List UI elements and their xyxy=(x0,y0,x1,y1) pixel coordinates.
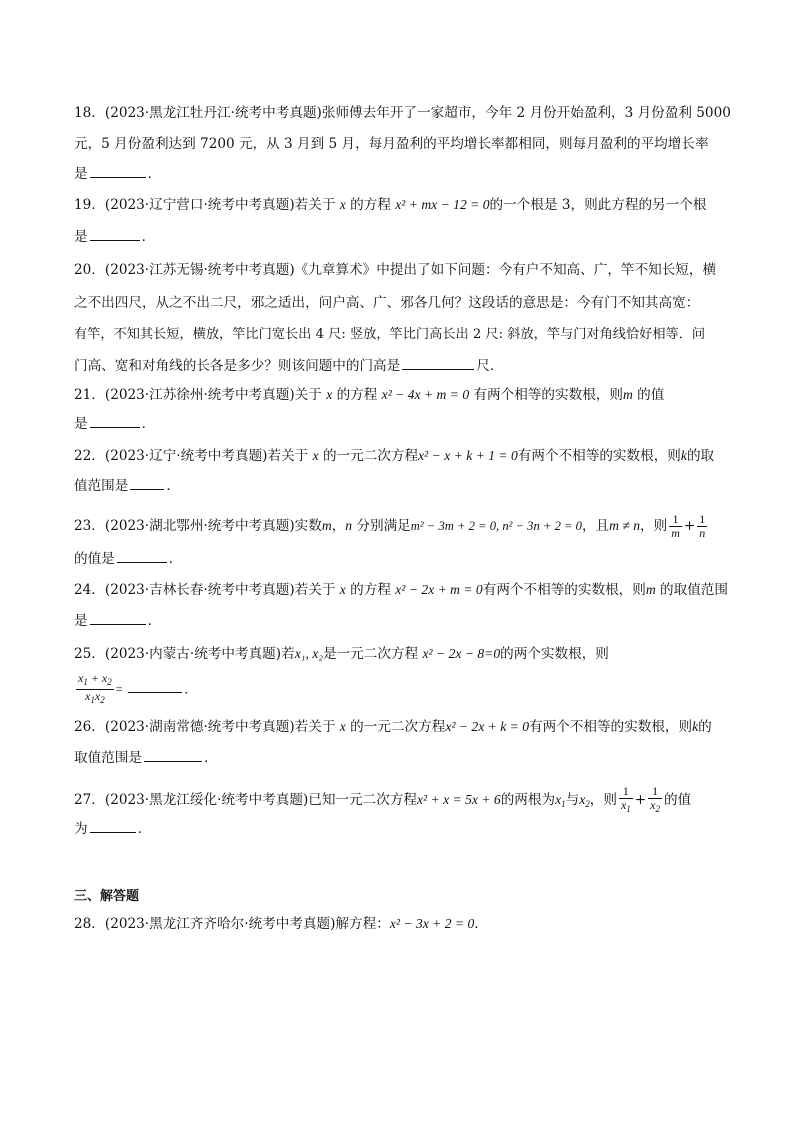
q20-text-4: 门高、宽和对角线的长各是多少？则该问题中的门高是 xyxy=(74,358,401,374)
var-m: m xyxy=(623,387,633,402)
frac-num: 1 xyxy=(619,785,633,799)
q26-equation: x² − 2x + k = 0 xyxy=(445,719,529,734)
q23-condition: m ≠ n xyxy=(609,518,641,533)
q22-prefix: 22．(2023·辽宁·统考中考真题)若关于 xyxy=(74,448,309,464)
fraction-sum-over-product xyxy=(76,672,114,707)
var-x: x xyxy=(339,582,346,597)
var-x1: $x_1$ xyxy=(555,792,566,809)
q25-prefix: 25．(2023·内蒙古·统考中考真题)若 xyxy=(74,646,295,662)
q25-suffix: 的两个实数根，则 xyxy=(500,646,609,662)
period: ． xyxy=(147,613,162,629)
q20-text-1: 20．(2023·江苏无锡·统考中考真题)《九章算术》中提出了如下问题：今有户不知高、广，竿不知长短，横 xyxy=(74,262,717,278)
answer-blank[interactable] xyxy=(90,415,140,428)
q23-mid: 分别满足 xyxy=(356,518,411,534)
q19-prefix: 19．(2023·辽宁营口·统考中考真题)若关于 xyxy=(74,197,336,213)
var-m: m xyxy=(321,518,332,533)
q22-equation: x² − x + k + 1 = 0 xyxy=(418,448,518,463)
answer-blank[interactable] xyxy=(90,165,146,178)
q22-tail: 的取 xyxy=(686,448,715,464)
q27-line1: 27．(2023·黑龙江绥化·统考中考真题)已知一元二次方程x² + x = 5x + 6的两根为$x_1$与$x_2$，则 $\frac{1}{x_1}$ + $\frac{1}{x_2}$ 的值 xyxy=(74,784,692,814)
q26-line2 xyxy=(74,749,218,767)
q21-text-2: 是 xyxy=(74,416,88,432)
frac-den: n xyxy=(699,526,706,540)
q25-mid: 是一元二次方程 xyxy=(323,646,419,662)
var-x: x xyxy=(339,197,346,212)
answer-blank[interactable] xyxy=(90,820,136,833)
q27-prefix: 27．(2023·黑龙江绥化·统考中考真题)已知一元二次方程 xyxy=(74,792,418,808)
period: ． xyxy=(168,551,183,567)
period: ． xyxy=(184,682,197,696)
q18-line1 xyxy=(74,104,731,122)
q20-line4 xyxy=(74,357,503,375)
q26-prefix: 26．(2023·湖南常德·统考中考真题)若关于 xyxy=(74,719,336,735)
frac-num: 1 xyxy=(669,513,682,527)
q27-mid: 的两根为 xyxy=(500,792,556,808)
q25-equation: x² − 2x − 8=0 xyxy=(422,646,501,661)
q24-text-2: 是 xyxy=(74,613,88,629)
fraction-1-over-m xyxy=(669,513,682,540)
answer-blank[interactable] xyxy=(90,228,140,241)
q26-mid: 的一元二次方程 xyxy=(350,719,446,735)
q28-prefix: 28．(2023·黑龙江齐齐哈尔·统考中考真题)解方程： xyxy=(74,916,390,932)
q26-suffix: 有两个不相等的实数根，则 xyxy=(529,719,693,735)
q19-equation: x² + mx − 12 = 0 xyxy=(395,197,490,212)
comma: ， xyxy=(331,518,346,534)
answer-blank[interactable] xyxy=(144,749,202,762)
var-x: x xyxy=(339,719,346,734)
q19-mid: 的方程 xyxy=(350,197,391,213)
frac-den: m xyxy=(671,526,680,540)
frac-num: 1 xyxy=(699,512,706,526)
q27-line2 xyxy=(74,820,151,838)
answer-blank[interactable] xyxy=(130,477,164,490)
q22-line1 xyxy=(74,447,714,465)
q24-mid: 的方程 xyxy=(350,582,391,598)
q19-line2 xyxy=(74,228,155,246)
q21-equation: x² − 4x + m = 0 xyxy=(381,387,470,402)
q23-prefix: 23．(2023·湖北鄂州·统考中考真题)实数 xyxy=(74,518,322,534)
q26-text-2: 取值范围是 xyxy=(74,750,142,766)
q23-line1: 23．(2023·湖北鄂州·统考中考真题)实数m，n 分别满足m² − 3m + 2 = 0, n² − 3n + 2 = 0，且m ≠ n，则 $\frac{1}{m}$ + $\frac{1}{n}$ xyxy=(74,512,706,540)
q24-tail: 的取值范围 xyxy=(660,582,728,598)
q28-line1 xyxy=(74,915,488,933)
answer-blank[interactable] xyxy=(402,357,474,370)
q25-line2 xyxy=(74,672,196,707)
equals-sign: = xyxy=(115,682,123,696)
period: ． xyxy=(147,166,162,182)
q25-line1 xyxy=(74,645,609,663)
q27-tail: 的值 xyxy=(664,792,692,808)
q19-text-2: 是 xyxy=(74,229,88,245)
period: ． xyxy=(141,229,156,245)
q23-equation: m² − 3m + 2 = 0, n² − 3n + 2 = 0 xyxy=(410,519,582,533)
q21-suffix: 有两个相等的实数根，则 xyxy=(473,387,623,403)
answer-blank[interactable] xyxy=(128,680,182,693)
q25-vars: x₁, x₂ xyxy=(294,646,324,661)
frac-num: $x_1 + x_2$ xyxy=(76,672,114,690)
var-k: k xyxy=(680,448,687,463)
q18-text-2: 元，5 月份盈利达到 7200 元，从 3 月到 5 月，每月盈利的平均增长率都相同，则每月盈利的平均增长率 xyxy=(74,136,709,152)
period: ． xyxy=(203,750,218,766)
q20-line1 xyxy=(74,261,716,279)
q27-text-2: 为 xyxy=(74,821,88,837)
fraction-1-over-x1 xyxy=(619,785,633,816)
q21-tail: 的值 xyxy=(637,387,665,403)
q26-tail: 的 xyxy=(698,719,712,735)
q26-line1 xyxy=(74,718,712,736)
var-n: n xyxy=(345,518,353,533)
q21-mid: 的方程 xyxy=(336,387,378,403)
frac-num: 1 xyxy=(648,785,662,799)
var-m: m xyxy=(645,582,656,597)
q20-line2 xyxy=(74,294,699,312)
q18-line3 xyxy=(74,165,161,183)
period: ． xyxy=(137,821,152,837)
q21-line1 xyxy=(74,386,664,404)
var-x2: $x_2$ xyxy=(579,792,590,809)
q21-line2 xyxy=(74,415,155,433)
q27-then: ，则 xyxy=(589,792,617,808)
period: ． xyxy=(141,416,156,432)
q22-suffix: 有两个不相等的实数根，则 xyxy=(517,448,681,464)
q22-text-2: 值范围是 xyxy=(74,478,129,494)
answer-blank[interactable] xyxy=(90,612,146,625)
var-k: k xyxy=(692,719,699,734)
q18-text-3: 是 xyxy=(74,166,88,182)
section-heading: 三、解答题 xyxy=(74,889,140,904)
q20-line3 xyxy=(74,325,705,344)
q27-equation: x² + x = 5x + 6 xyxy=(417,792,501,807)
q21-prefix: 21．(2023·江苏徐州·统考中考真题)关于 xyxy=(74,387,322,403)
q20-text-3: 有竿，不知其长短，横放，竿比门宽长出 4 尺: 竖放，竿比门高长出 2 尺: 斜放，竿与门对角线恰好相等．问 xyxy=(74,327,706,342)
var-x: x xyxy=(312,448,319,463)
q24-suffix: 有两个不相等的实数根，则 xyxy=(482,582,646,598)
q22-mid: 的一元二次方程 xyxy=(322,448,419,464)
q24-line1 xyxy=(74,581,728,599)
frac-den: $x_1x_2$ xyxy=(85,689,105,705)
answer-blank[interactable] xyxy=(117,550,167,563)
q18-text-1: 18．(2023·黑龙江牡丹江·统考中考真题)张师傅去年开了一家超市，今年 2 月份开始盈利，3 月份盈利 5000 xyxy=(74,105,731,121)
period: ． xyxy=(166,478,180,494)
q24-prefix: 24．(2023·吉林长春·统考中考真题)若关于 xyxy=(74,582,336,598)
q23-then: ，则 xyxy=(640,518,668,534)
frac-den: $x_2$ xyxy=(650,798,660,814)
q23-text-2: 的值是 xyxy=(74,551,115,567)
fraction-1-over-x2 xyxy=(648,785,662,816)
q23-cond-pre: ，且 xyxy=(581,518,610,534)
q24-equation: x² − 2x + m = 0 xyxy=(395,582,483,597)
var-x: x xyxy=(326,387,333,402)
q27-and: 与 xyxy=(565,792,580,808)
q19-suffix: 的一个根是 3，则此方程的另一个根 xyxy=(489,197,707,213)
fraction-1-over-n xyxy=(697,513,707,540)
q20-text-2: 之不出四尺，从之不出二尺，邪之适出，问户高、广、邪各几何？这段话的意思是：今有门不知其高宽： xyxy=(74,295,700,311)
frac-den: $x_1$ xyxy=(620,798,631,814)
q20-unit: 尺． xyxy=(476,358,504,374)
q23-line2 xyxy=(74,550,182,568)
q28-equation: x² − 3x + 2 = 0 xyxy=(389,916,475,931)
q22-line2 xyxy=(74,477,180,495)
q19-line1 xyxy=(74,196,706,214)
q28-end: ． xyxy=(474,916,488,932)
q18-line2 xyxy=(74,135,709,153)
q24-line2 xyxy=(74,612,161,630)
